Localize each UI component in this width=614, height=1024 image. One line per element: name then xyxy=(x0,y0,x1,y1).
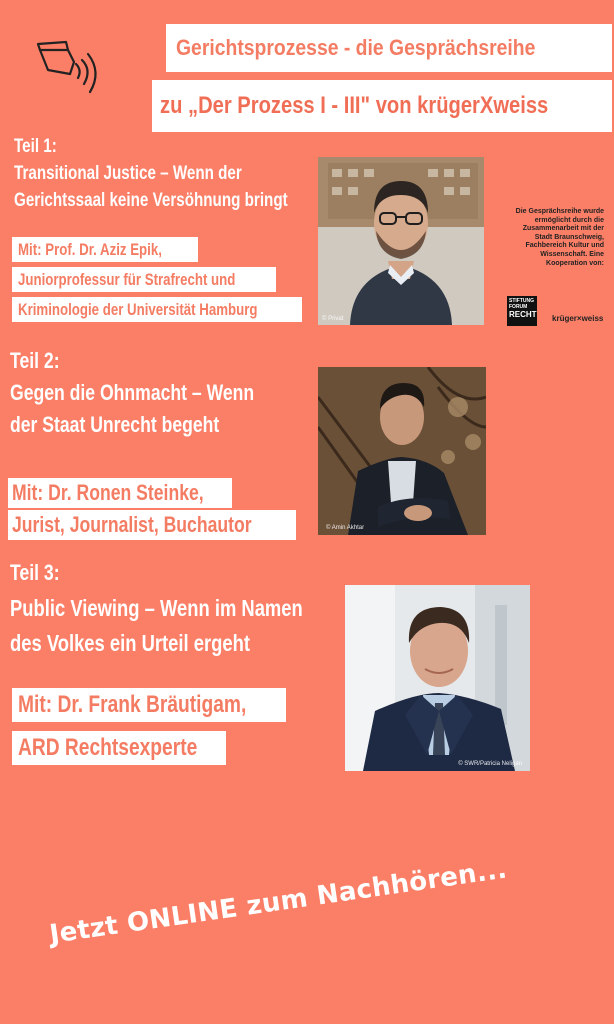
sponsor-text: Die Gesprächsreihe wurde ermöglicht durch die Zusammenarbeit mit der Stadt Braunschweig, Fachbereich Kultur und Wissenschaft. Eine Kooperation von: xyxy=(515,208,604,267)
page-subtitle: zu „Der Prozess I - III" von krügerXweiss xyxy=(160,92,549,119)
part-1-guest-box-1: Mit: Prof. Dr. Aziz Epik, xyxy=(12,237,198,262)
part-2-guest-box-1: Mit: Dr. Ronen Steinke, xyxy=(8,478,232,508)
part-3-guest-box-2: ARD Rechtsexperte xyxy=(12,731,226,765)
part-2-title-line-1: Gegen die Ohnmacht – Wenn xyxy=(10,380,255,405)
photo-aziz-epik xyxy=(318,157,484,325)
part-1-guest-box-2: Juniorprofessur für Strafrecht und xyxy=(12,267,276,292)
photo-credit-2: © Amin Akhtar xyxy=(326,525,365,531)
part-3-label: Teil 3: xyxy=(10,560,60,585)
photo-credit-1: © Privat xyxy=(322,316,344,322)
megaphone-icon xyxy=(36,40,110,106)
part-2-title-line-2: der Staat Unrecht begeht xyxy=(10,412,220,437)
part-3-title-line-2: des Volkes ein Urteil ergeht xyxy=(10,630,250,656)
part-2-guest-box-2: Jurist, Journalist, Buchautor xyxy=(8,510,296,540)
logo-kruegerxweiss: krüger×weiss xyxy=(552,314,604,323)
part-1-guest-box-3: Kriminologie der Universität Hamburg xyxy=(12,297,302,322)
part-3-title-line-1: Public Viewing – Wenn im Namen xyxy=(10,595,303,621)
part-2-label: Teil 2: xyxy=(10,348,60,373)
logo-stiftung-forum-recht: STIFTUNG FORUM RECHT xyxy=(507,296,537,326)
cta-online-listen[interactable]: Jetzt ONLINE zum Nachhören... xyxy=(47,854,509,950)
part-1-label: Teil 1: xyxy=(14,136,57,157)
photo-frank-braeutigam xyxy=(345,585,530,771)
photo-credit-3: © SWR/Patricia Neligan xyxy=(458,761,522,767)
title-box-1 xyxy=(166,24,612,72)
part-3-guest-box-1: Mit: Dr. Frank Bräutigam, xyxy=(12,688,286,722)
part-1-title-line-1: Transitional Justice – Wenn der xyxy=(14,163,242,184)
part-1-title-line-2: Gerichtssaal keine Versöhnung bringt xyxy=(14,190,288,211)
photo-ronen-steinke xyxy=(318,367,486,535)
title-box-2 xyxy=(152,80,612,132)
page-title: Gerichtsprozesse - die Gesprächsreihe xyxy=(176,35,536,60)
